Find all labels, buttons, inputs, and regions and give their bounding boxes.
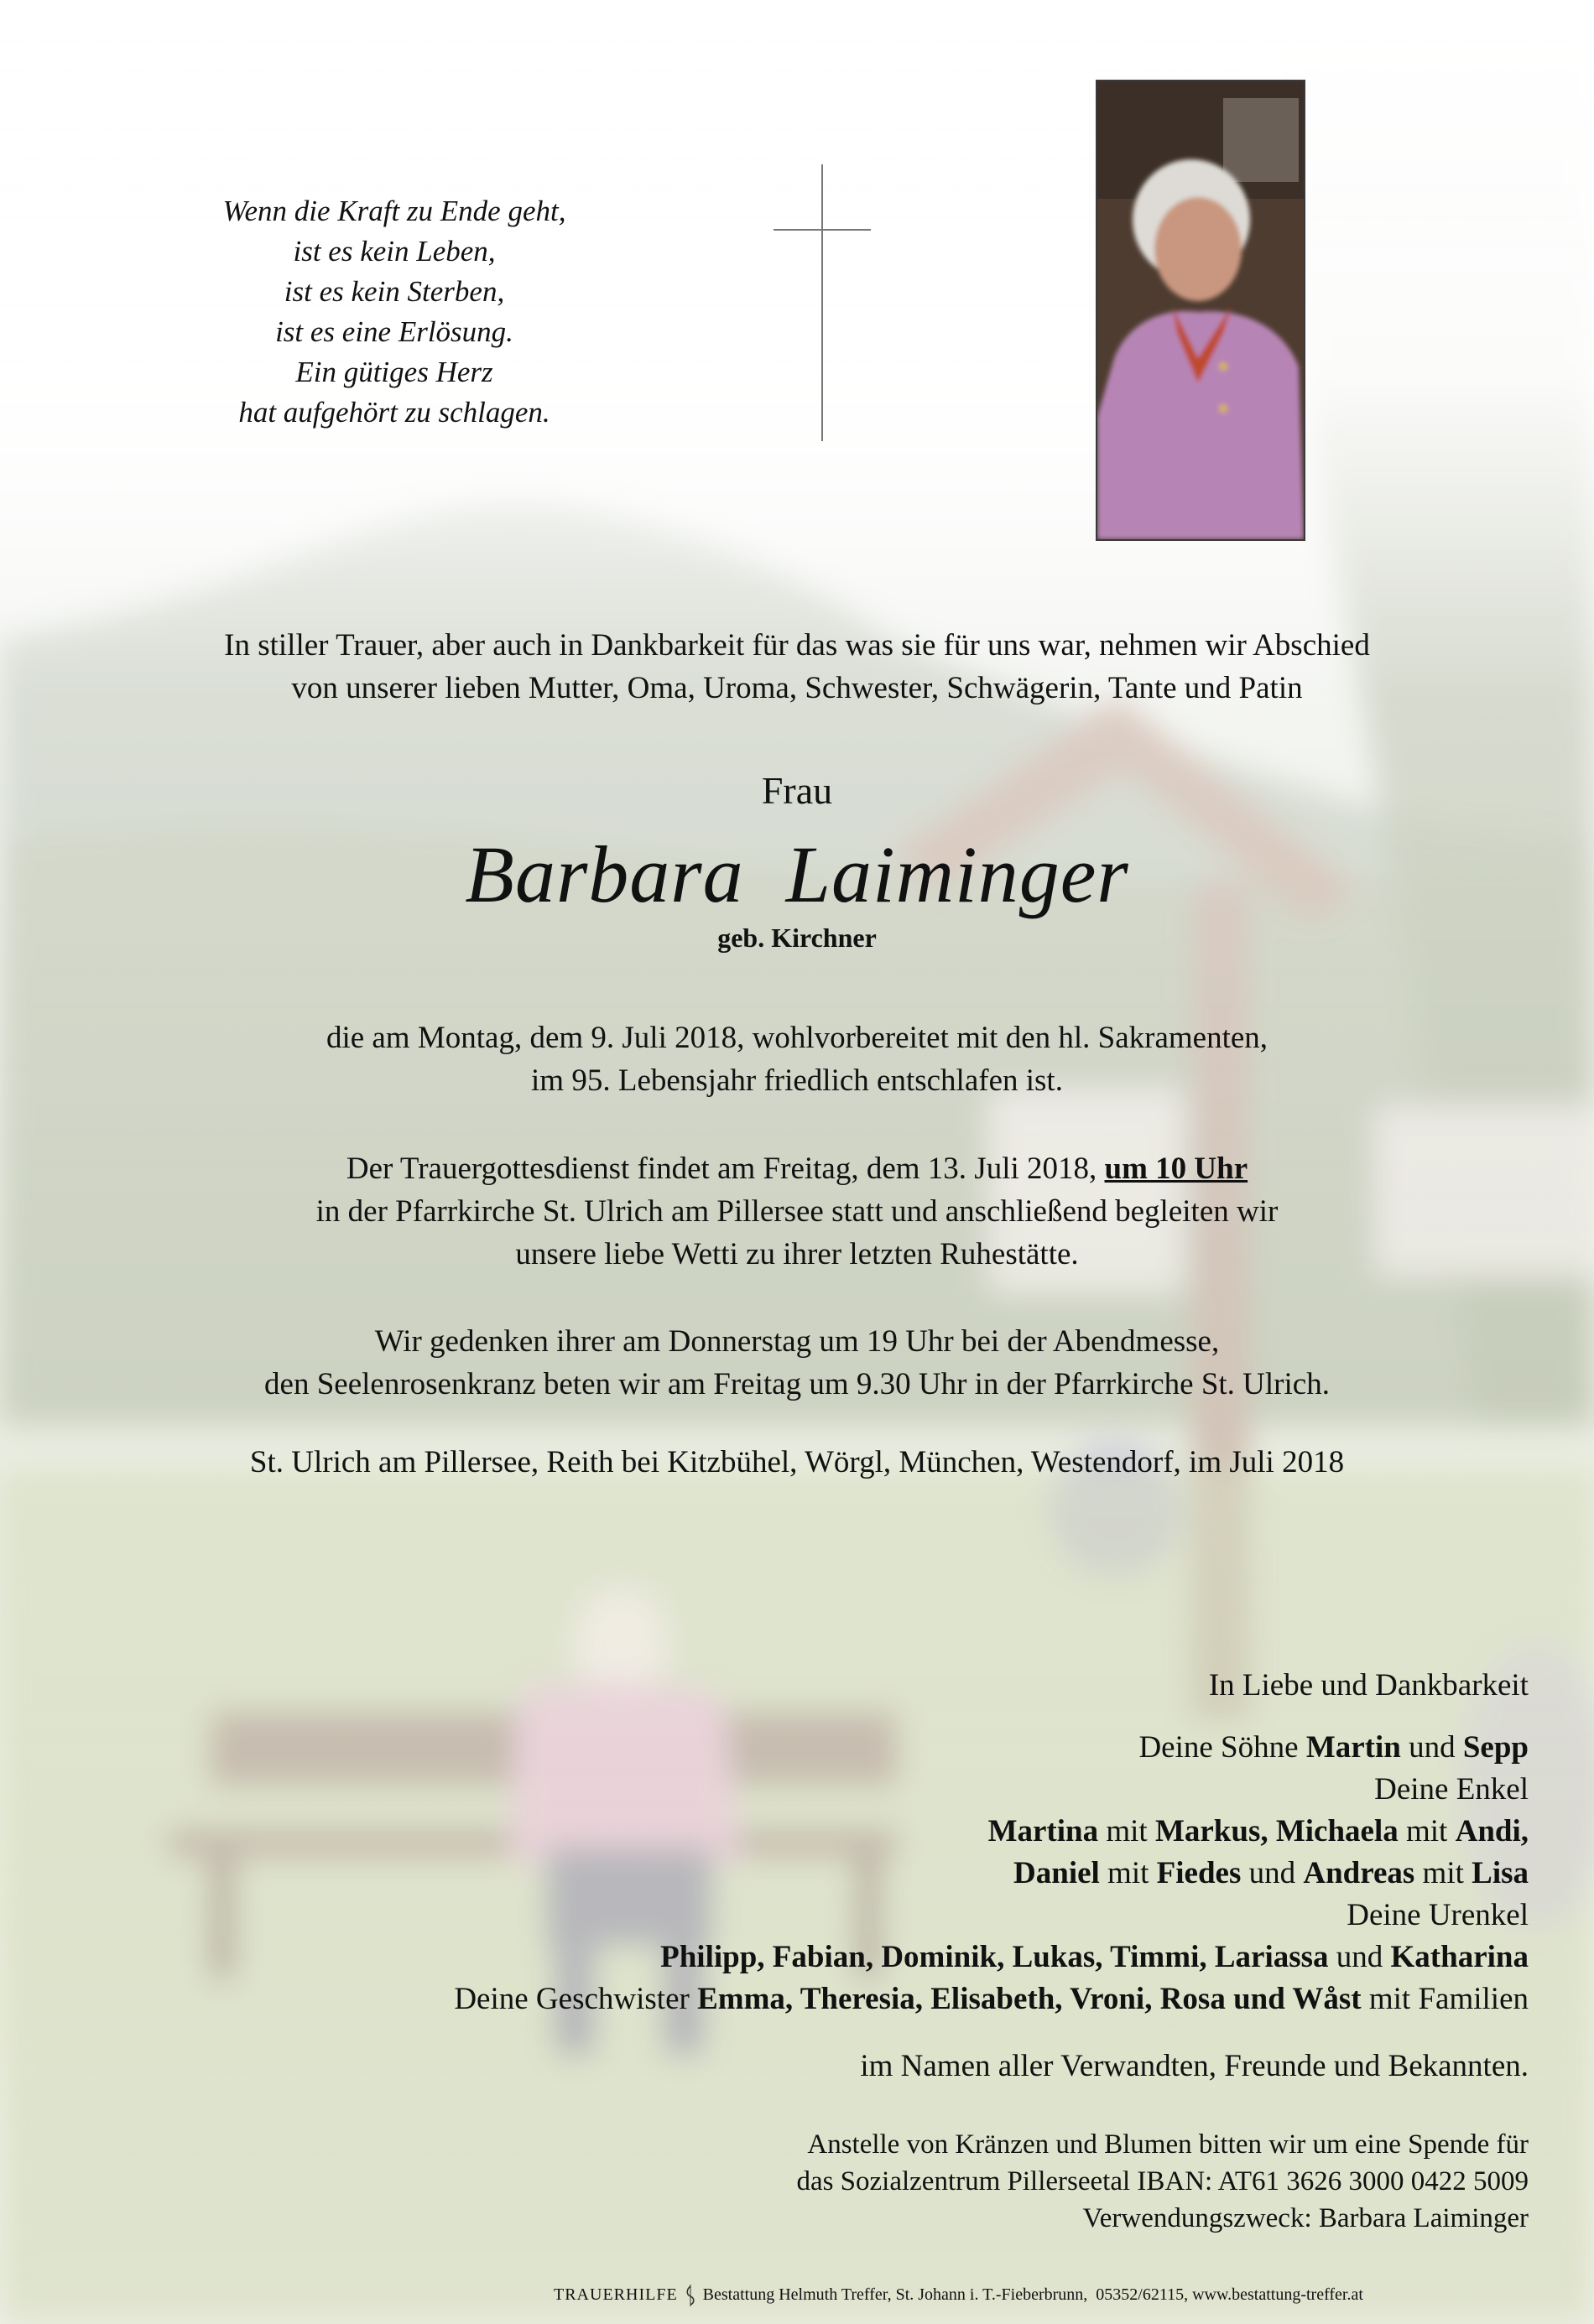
death-notice bbox=[0, 1016, 1594, 1102]
grandchild-name: Michaela bbox=[1275, 1814, 1399, 1848]
grandchild-name: Daniel bbox=[1013, 1856, 1100, 1890]
places-line: St. Ulrich am Pillersee, Reith bei Kitzbühel, Wörgl, München, Westendorf, im Juli 2018 bbox=[249, 1445, 1345, 1479]
grandchild-name: Fiedes bbox=[1156, 1856, 1242, 1890]
remembrance-info bbox=[0, 1320, 1594, 1406]
great-grandchildren-line bbox=[102, 1937, 1529, 1978]
great-grandchild-name: Katharina bbox=[1390, 1940, 1529, 1974]
maiden-name: geb. Kirchner bbox=[717, 923, 877, 953]
poem-line: Ein gütiges Herz bbox=[295, 356, 493, 388]
death-notice-line: im 95. Lebensjahr friedlich entschlafen ist. bbox=[531, 1063, 1063, 1098]
mourners-list bbox=[102, 1665, 1529, 2087]
funeral-line-1 bbox=[0, 1147, 1594, 1190]
sons-line bbox=[102, 1727, 1529, 1769]
conjunction: mit bbox=[1099, 1856, 1157, 1890]
poem-line: ist es kein Sterben, bbox=[284, 275, 505, 308]
greeting: In Liebe und Dankbarkeit bbox=[1208, 1668, 1529, 1703]
donation-line: Anstelle von Kränzen und Blumen bitten wir um eine Spende für bbox=[807, 2129, 1529, 2160]
siblings-prefix: Deine Geschwister bbox=[454, 1982, 698, 2016]
donation-request bbox=[354, 2126, 1529, 2237]
closing-line: im Namen aller Verwandten, Freunde und Bekannten. bbox=[860, 2049, 1529, 2083]
donation-line: das Sozialzentrum Pillerseetal IBAN: AT61 3626 3000 0422 5009 bbox=[796, 2166, 1529, 2197]
poem bbox=[143, 191, 646, 433]
conjunction: mit bbox=[1098, 1814, 1155, 1848]
conjunction: mit bbox=[1414, 1856, 1472, 1890]
footer-text: Bestattung Helmuth Treffer, St. Johann i. T.-Fieberbrunn, 05352/62115, www.bestattung-treffer.at bbox=[702, 2285, 1363, 2304]
funeral-date-text: Der Trauergottesdienst findet am Freitag, dem 13. Juli 2018, bbox=[346, 1152, 1105, 1186]
son-name: Sepp bbox=[1462, 1730, 1529, 1765]
siblings-suffix: mit Familien bbox=[1361, 1982, 1529, 2016]
conjunction: und bbox=[1400, 1730, 1463, 1765]
siblings-line bbox=[102, 1978, 1529, 2020]
grandchild-name: Martina bbox=[987, 1814, 1099, 1848]
funeral-line-3: unsere liebe Wetti zu ihrer letzten Ruhestätte. bbox=[515, 1237, 1079, 1271]
funeral-home-footer bbox=[554, 2283, 1560, 2306]
separator bbox=[1268, 1814, 1276, 1848]
grandchildren-line-2 bbox=[102, 1853, 1529, 1895]
poem-line: ist es kein Leben, bbox=[293, 235, 496, 268]
intro-line: von unserer lieben Mutter, Oma, Uroma, Schwester, Schwägerin, Tante und Patin bbox=[291, 671, 1303, 705]
sons-prefix: Deine Söhne bbox=[1138, 1730, 1306, 1765]
grandchild-name: Andi, bbox=[1455, 1814, 1529, 1848]
conjunction: mit bbox=[1398, 1814, 1456, 1848]
trauerhilfe-logo-icon bbox=[683, 2285, 698, 2306]
poem-line: hat aufgehört zu schlagen. bbox=[238, 396, 550, 429]
poem-line: ist es eine Erlösung. bbox=[275, 315, 513, 348]
grandchild-name: Markus, bbox=[1154, 1814, 1268, 1848]
great-grandchildren-label: Deine Urenkel bbox=[1347, 1898, 1529, 1932]
funeral-time: um 10 Uhr bbox=[1104, 1152, 1248, 1186]
deceased-name: Barbara Laiminger bbox=[465, 829, 1129, 919]
intro-text bbox=[0, 624, 1594, 710]
footer-brand: TRAUERHILFE bbox=[554, 2285, 678, 2304]
salutation: Frau bbox=[761, 769, 833, 812]
donation-line: Verwendungszweck: Barbara Laiminger bbox=[1082, 2203, 1529, 2233]
poem-line: Wenn die Kraft zu Ende geht, bbox=[222, 195, 566, 227]
remembrance-line: Wir gedenken ihrer am Donnerstag um 19 Uhr bei der Abendmesse, bbox=[374, 1324, 1220, 1359]
grandchild-name: Lisa bbox=[1472, 1856, 1529, 1890]
funeral-line-2: in der Pfarrkirche St. Ulrich am Pillersee statt und anschließend begleiten wir bbox=[315, 1194, 1279, 1229]
intro-line: In stiller Trauer, aber auch in Dankbarkeit für das was sie für uns war, nehmen wir Abschied bbox=[224, 628, 1370, 663]
great-grandchildren-names: Philipp, Fabian, Dominik, Lukas, Timmi, Lariassa bbox=[660, 1940, 1329, 1974]
death-notice-line: die am Montag, dem 9. Juli 2018, wohlvorbereitet mit den hl. Sakramenten, bbox=[326, 1021, 1268, 1055]
conjunction: und bbox=[1241, 1856, 1304, 1890]
son-name: Martin bbox=[1305, 1730, 1401, 1765]
grandchildren-label: Deine Enkel bbox=[1374, 1772, 1529, 1807]
cross-icon bbox=[772, 164, 873, 441]
grandchildren-line-1 bbox=[102, 1811, 1529, 1853]
remembrance-line: den Seelenrosenkranz beten wir am Freitag um 9.30 Uhr in der Pfarrkirche St. Ulrich. bbox=[264, 1367, 1330, 1401]
funeral-info bbox=[0, 1147, 1594, 1276]
grandchild-name: Andreas bbox=[1303, 1856, 1415, 1890]
conjunction: und bbox=[1328, 1940, 1391, 1974]
sibling-names: Emma, Theresia, Elisabeth, Vroni, Rosa und Wåst bbox=[697, 1982, 1362, 2016]
portrait-photo bbox=[1096, 80, 1305, 541]
